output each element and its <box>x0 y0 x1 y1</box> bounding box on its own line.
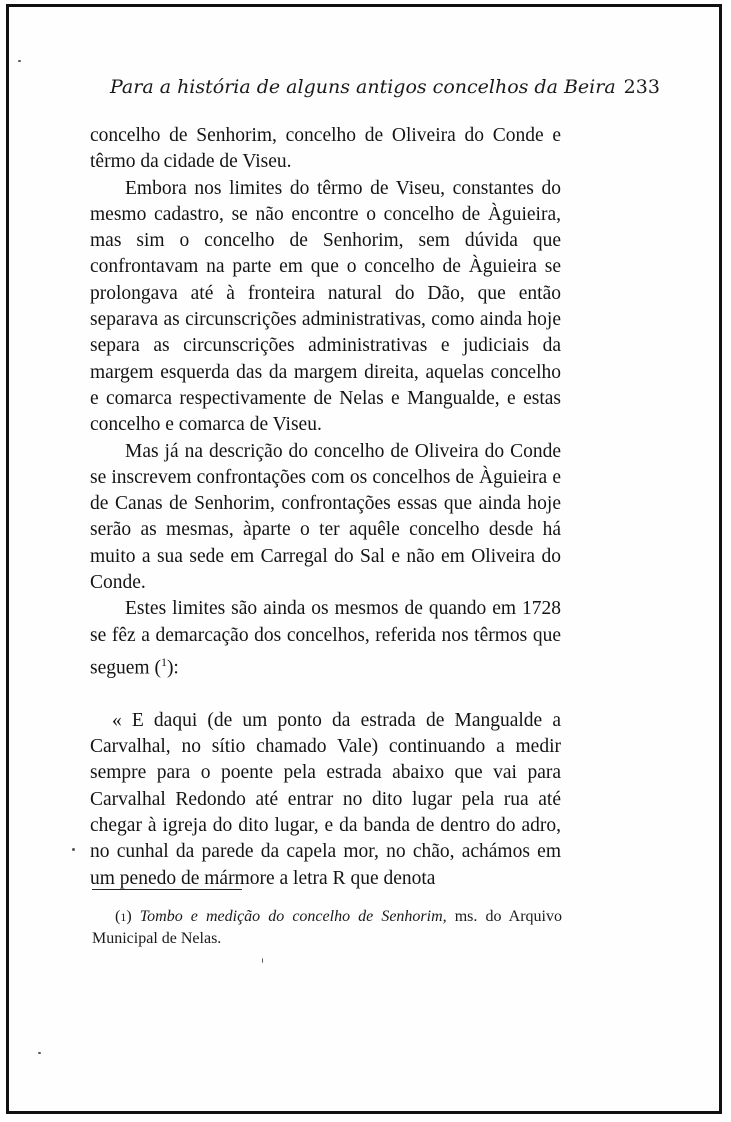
print-speck <box>262 958 263 963</box>
print-speck <box>18 60 21 62</box>
footnote-reference: 1 <box>160 654 167 669</box>
footnote-text: ms. do Arquivo Municipal de Nelas. <box>92 908 563 947</box>
paragraph-text-end: ): <box>166 657 179 679</box>
print-speck <box>72 848 75 851</box>
main-text <box>90 123 561 892</box>
header-title: Para a história de alguns antigos concelhos da Beira <box>110 76 616 98</box>
paragraph-text: Estes limites são ainda os mesmos de quando em 1728 se fêz a demarcação dos concelhos, referida nos têrmos que seguem ( <box>90 598 561 679</box>
paragraph <box>90 596 561 681</box>
page-number: 233 <box>623 76 660 98</box>
footnote-title: Tombo e medição do concelho de Senhorim, <box>139 908 447 925</box>
quotation-paragraph: « E daqui (de um ponto da estrada de Mangualde a Carvalhal, no sítio chamado Vale) continuando a medir sempre para o poente pela estrada abaixo que vai para Carvalhal Redondo até entrar no dito lugar pela rua até chegar à igreja do dito lugar, e da banda de dentro do adro, no cunhal da parede da capela mor, no chão, achámos em um penedo de mármore a letra R que denota <box>90 709 561 889</box>
print-speck <box>38 1052 41 1054</box>
paragraph: Embora nos limites do têrmo de Viseu, constantes do mesmo cadastro, se não encontre o concelho de Àguieira, mas sim o concelho de Senhorim, sem dúvida que confrontavam na parte em que o concelho de Àguieira se prolongava até à fronteira natural do Dão, que então separava as circunscrições administrativas, como ainda hoje separa as circunscrições administrativas e judiciais da margem esquerda das da margem direita, aquelas concelho e comarca respectivamente de Nelas e Mangualde, e estas concelho e comarca de Viseu. <box>90 177 561 436</box>
paragraph: Mas já na descrição do concelho de Oliveira do Conde se inscrevem confrontações com os concelhos de Àguieira e de Canas de Senhorim, confrontações essas que ainda hoje serão as mesmas, àparte o ter aquêle concelho desde há muito a sua sede em Carregal do Sal e não em Oliveira do Conde. <box>90 440 561 594</box>
running-header <box>110 76 660 98</box>
footnote-marker: 1 <box>120 910 127 924</box>
footnote-divider <box>92 889 242 890</box>
paragraph: concelho de Senhorim, concelho de Oliveira do Conde e têrmo da cidade de Viseu. <box>90 125 561 173</box>
footnote: ($^1$) Tombo e medição do concelho de Senhorim, ms. do Arquivo Municipal de Nelas. <box>92 908 563 947</box>
